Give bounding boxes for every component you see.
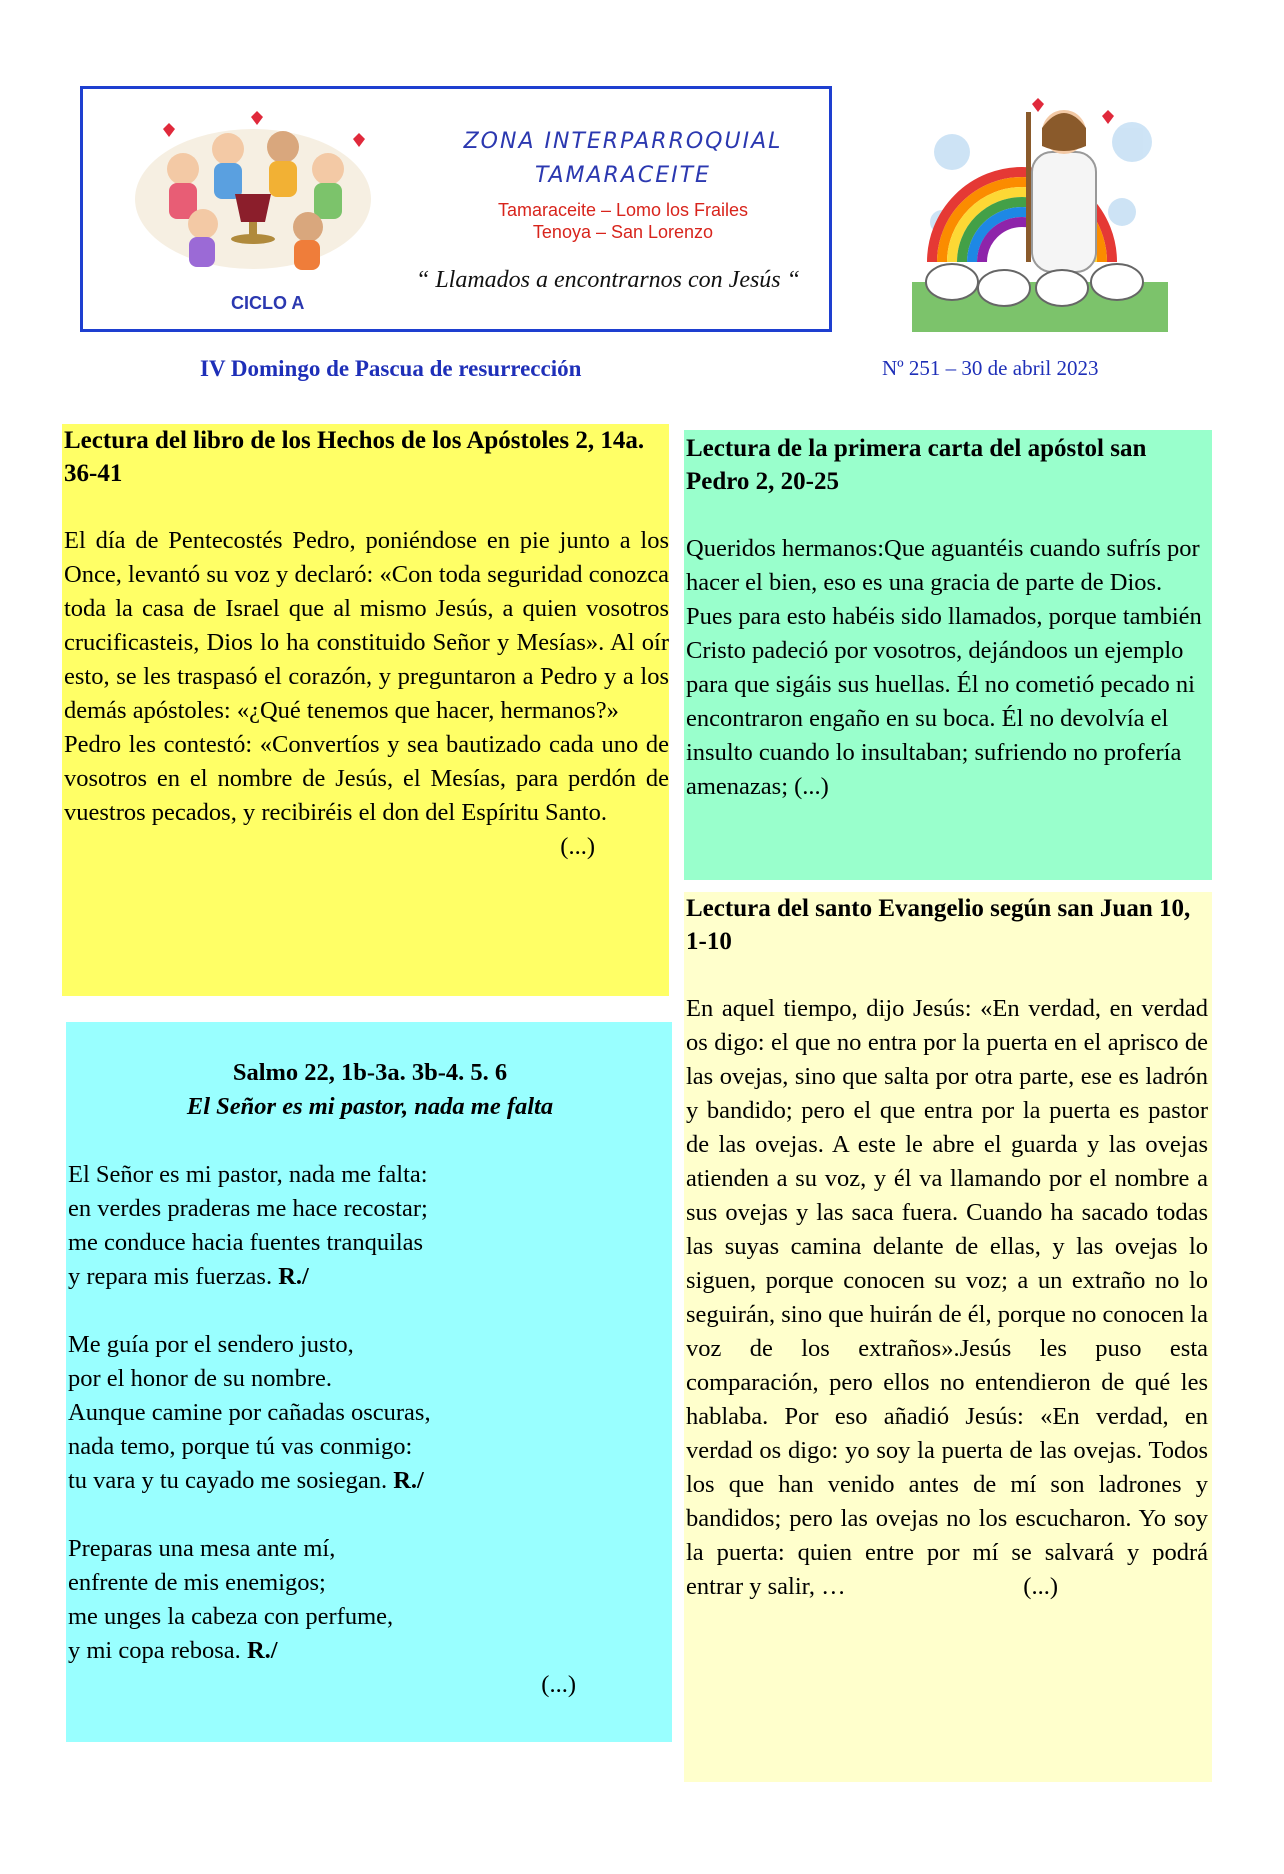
issue-number-date: Nº 251 – 30 de abril 2023 (882, 356, 1099, 380)
psalm-line: en verdes praderas me hace recostar; (68, 1195, 428, 1222)
gospel-body: En aquel tiempo, dijo Jesús: «En verdad, en verdad os digo: el que no entra por la puerta en el aprisco de las ovejas, sino que salta por otra parte, ese es ladrón y bandido; pero el que entra por la puerta es pastor de las ovejas. A este le abre el guarda y las ovejas atienden a su voz, y él va llamando por el nombre a sus ovejas y las saca fuera. Cuando ha sacado todas las suyas camina delante de ellas, y las ovejas lo siguen, porque conocen su voz; a un extraño no lo seguirán, sino que huirán de él, porque no conocen la voz de los extraños».Jesús les puso esta comparación, pero ellos no entendieron de qué les hablaba. Por eso añadió Jesús: «En verdad, en verdad os digo: yo soy la puerta de las ovejas. Todos los que han venido antes de mí son ladrones y bandidos; pero las ovejas no los escucharon. Yo soy la puerta: quien entre por mí se salvará y podrá entrar y salir, … (686, 995, 1208, 1600)
psalm-line-text: tu vara y tu cayado me sosiegan. (68, 1467, 394, 1494)
psalm-line: por el honor de su nombre. (68, 1365, 332, 1392)
second-reading-body: Queridos hermanos:Que aguantéis cuando sufrís por hacer el bien, eso es una gracia de parte de Dios. Pues para esto habéis sido llamados, porque también Cristo padeció por vosotros, dejándoos un ejemplo para que sigáis sus huellas. Él no cometió pecado ni encontraron engaño en su boca. Él no devolvía el insulto cuando lo insultaban; sufriendo no profería amenazas; (...) (686, 535, 1202, 800)
psalm-line-text: y repara mis fuerzas. (68, 1263, 279, 1290)
first-reading-panel (62, 424, 669, 996)
tamaraceite-line: TAMARACEITE (535, 163, 711, 188)
parish-header (80, 86, 832, 332)
psalm-refrain: R./ (393, 1467, 424, 1494)
first-reading-para-1: El día de Pentecostés Pedro, poniéndose en pie junto a los Once, levantó su voz y declaró: «Con toda seguridad conozca toda la casa de Israel que al mismo Jesús, a quien vosotros crucificasteis, Dios lo ha constituido Señor y Mesías». Al oír esto, se les traspasó el corazón, y preguntaron a Pedro y a los demás apóstoles: «¿Qué tenemos que hacer, hermanos?» (64, 527, 669, 724)
sunday-title: IV Domingo de Pascua de resurrección (200, 356, 582, 381)
community-illustration-icon (123, 99, 383, 279)
second-reading-title: Lectura de la primera carta del apóstol san Pedro 2, 20-25 (686, 435, 1147, 495)
motto: “ Llamados a encontrarnos con Jesús “ (415, 267, 800, 293)
psalm-refrain: R./ (278, 1263, 309, 1290)
parish-list (423, 199, 823, 243)
psalm-line-text: y mi copa rebosa. (68, 1637, 247, 1664)
psalm-line: me unges la cabeza con perfume, (68, 1603, 394, 1630)
parishes-line-1: Tamaraceite – Lomo los Frailes (497, 200, 749, 220)
liturgical-cycle: CICLO A (231, 293, 305, 313)
psalm-panel (66, 1022, 672, 1742)
zone-title (423, 125, 823, 193)
psalm-line: Preparas una mesa ante mí, (68, 1535, 336, 1562)
first-reading-ellipsis: (...) (560, 833, 595, 860)
psalm-line-with-refrain (68, 1260, 672, 1294)
psalm-line: El Señor es mi pastor, nada me falta: (68, 1161, 428, 1188)
first-reading-title: Lectura del libro de los Hechos de los Apóstoles 2, 14a. 36-41 (64, 427, 645, 487)
zona-line: ZONA INTERPARROQUIAL (463, 129, 783, 154)
gospel-panel (684, 892, 1212, 1782)
psalm-line-with-refrain (68, 1464, 672, 1498)
psalm-ellipsis: (...) (541, 1671, 576, 1698)
psalm-line: Me guía por el sendero justo, (68, 1331, 354, 1358)
psalm-line-with-refrain (68, 1634, 672, 1668)
psalm-refrain: R./ (246, 1637, 278, 1664)
first-reading-para-2: Pedro les contestó: «Convertíos y sea bautizado cada uno de vosotros en el nombre de Jesús, el Mesías, para perdón de vuestros pecados, y recibiréis el don del Espíritu Santo. (64, 731, 669, 826)
psalm-line: enfrente de mis enemigos; (68, 1569, 326, 1596)
gospel-ellipsis: (...) (1023, 1573, 1058, 1600)
psalm-line: Aunque camine por cañadas oscuras, (68, 1399, 431, 1426)
psalm-response: El Señor es mi pastor, nada me falta (186, 1093, 554, 1120)
good-shepherd-rainbow-icon (912, 92, 1168, 332)
psalm-title: Salmo 22, 1b-3a. 3b-4. 5. 6 (232, 1059, 508, 1086)
second-reading-panel (684, 430, 1212, 880)
psalm-line: nada temo, porque tú vas conmigo: (68, 1433, 413, 1460)
parishes-line-2: Tenoya – San Lorenzo (532, 222, 714, 242)
psalm-line: me conduce hacia fuentes tranquilas (68, 1229, 424, 1256)
gospel-title: Lectura del santo Evangelio según san Juan 10, 1-10 (686, 895, 1191, 955)
